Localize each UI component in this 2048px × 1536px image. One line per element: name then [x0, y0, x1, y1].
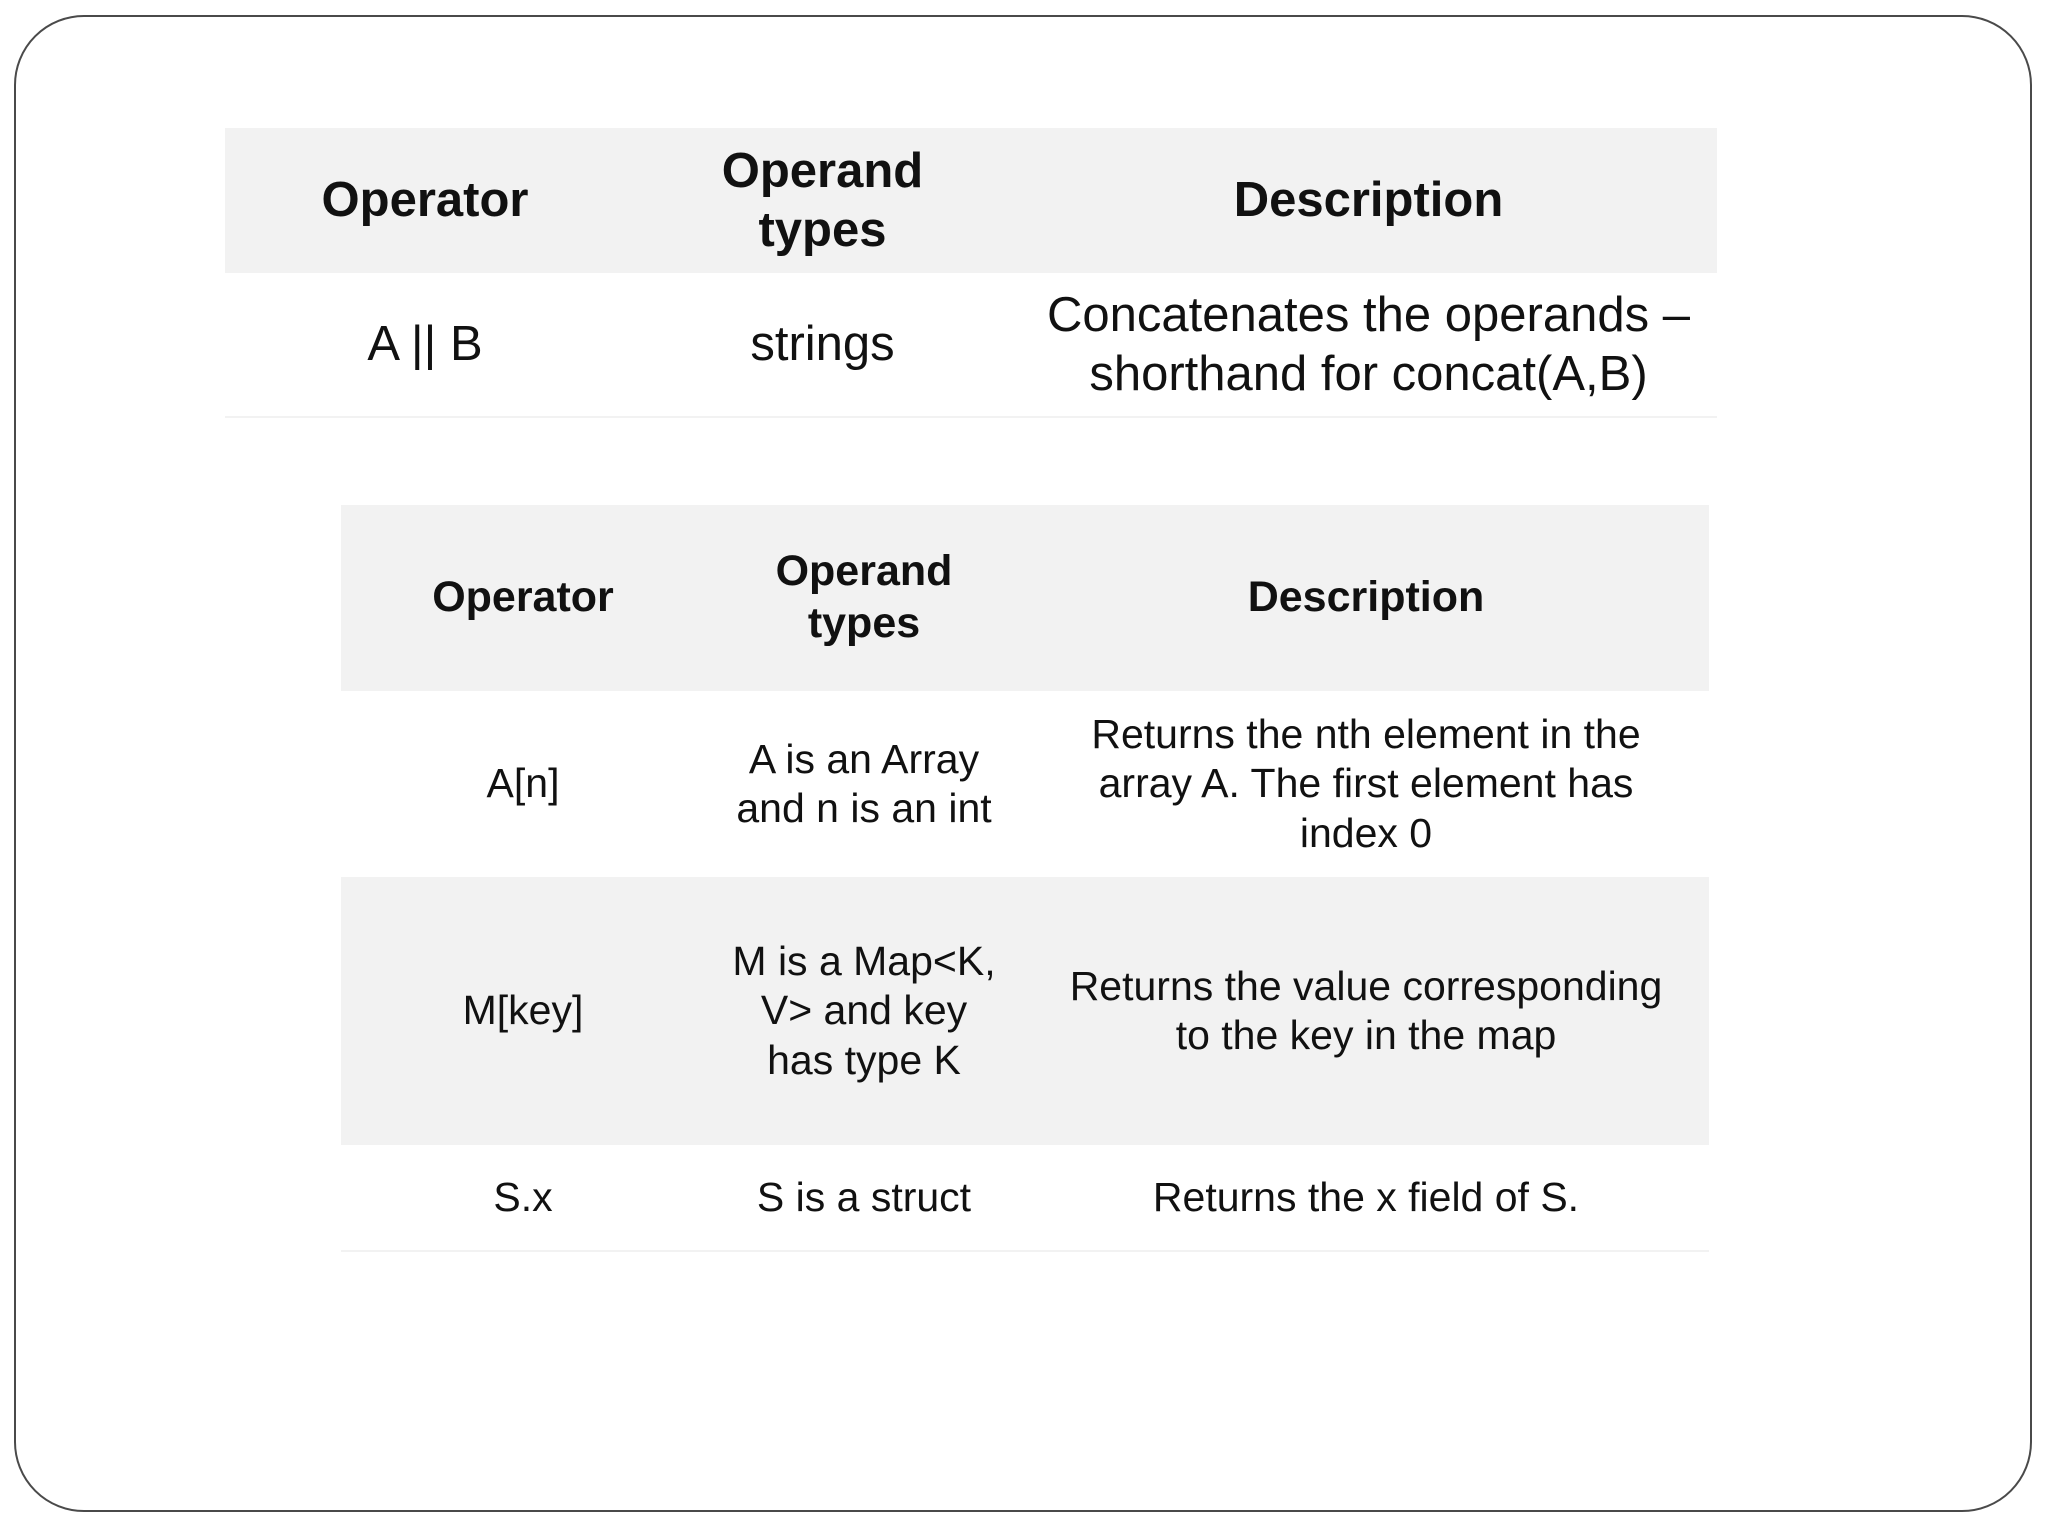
operand-types-line: has type K: [767, 1036, 961, 1083]
header-operand-types-line-1: Operand: [721, 143, 924, 198]
cell-description: [1023, 1145, 1709, 1251]
header-operand-types: [705, 505, 1023, 691]
cell-operand-types: [705, 1145, 1023, 1251]
table-header-row: [225, 128, 1717, 273]
description-line: to the key in the map: [1175, 1012, 1557, 1058]
header-operator: Operator: [341, 505, 705, 691]
operand-types-line: S is a struct: [756, 1173, 972, 1220]
cell-description: [1020, 273, 1717, 417]
table-row: [341, 1145, 1709, 1251]
description-line: Returns the value corresponding: [1069, 962, 1663, 1009]
operand-types-line: and n is an int: [736, 785, 992, 831]
header-operand-types-line-1: Operand: [775, 547, 953, 596]
operand-types-line: V> and key: [760, 987, 968, 1034]
description-line: index 0: [1299, 809, 1433, 856]
operand-types-line: M is a Map<K,: [732, 938, 996, 985]
cell-operator: S.x: [341, 1145, 705, 1251]
table-header-row: [341, 505, 1709, 691]
cell-operator: M[key]: [341, 877, 705, 1145]
header-description: Description: [1020, 128, 1717, 273]
description-line: Returns the nth element in the: [1091, 711, 1641, 758]
operand-types-line: A is an Array: [748, 735, 980, 782]
table-row: [341, 877, 1709, 1145]
table-row: [341, 691, 1709, 877]
cell-operand-types: [705, 691, 1023, 877]
cell-operand-types: [705, 877, 1023, 1145]
description-line: shorthand for concat(A,B): [1089, 346, 1648, 401]
header-operand-types-line-2: types: [807, 599, 921, 647]
header-description: Description: [1023, 505, 1709, 691]
cell-description: [1023, 877, 1709, 1145]
description-line: Returns the x field of S.: [1152, 1173, 1580, 1220]
header-operand-types-line-2: types: [758, 202, 887, 257]
description-line: array A. The first element has: [1098, 760, 1634, 807]
header-operand-types: [625, 128, 1020, 273]
string-operator-table: [225, 128, 1717, 418]
cell-operator: A[n]: [341, 691, 705, 877]
cell-operator: A || B: [225, 273, 625, 417]
table-row: [225, 273, 1717, 417]
header-operator: Operator: [225, 128, 625, 273]
access-operator-table: [341, 505, 1709, 1252]
description-line: Concatenates the operands –: [1047, 287, 1690, 342]
cell-description: [1023, 691, 1709, 877]
cell-operand-types: strings: [625, 273, 1020, 417]
